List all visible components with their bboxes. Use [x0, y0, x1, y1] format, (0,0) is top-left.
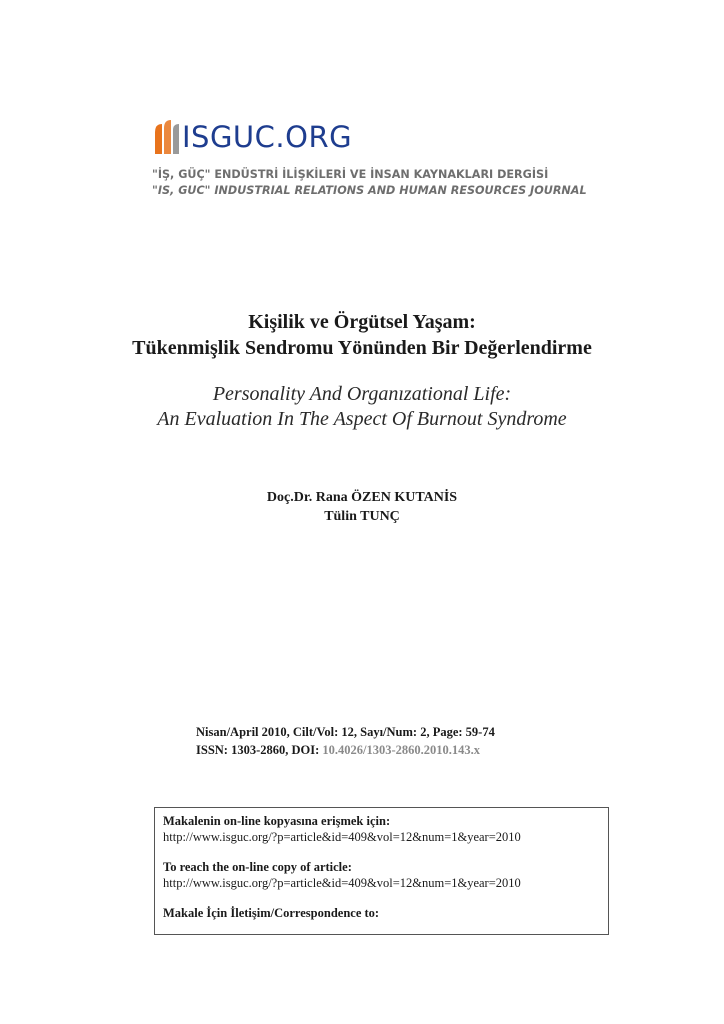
access-label-en: To reach the on-line copy of article: [163, 860, 352, 874]
journal-name-tr: "İŞ, GÜÇ" ENDÜSTRİ İLİŞKİLERİ VE İNSAN KAYNAKLARI DERGİSİ [152, 168, 549, 181]
article-title-tr [0, 309, 724, 361]
citation-info [196, 723, 495, 759]
issn-label: ISSN: 1303-2860, DOI: [196, 743, 323, 757]
title-en-line-2: An Evaluation In The Aspect Of Burnout Syndrome [157, 408, 567, 430]
correspondence-label: Makale İçin İletişim/Correspondence to: [163, 906, 380, 920]
journal-name-en: "IS, GUC" INDUSTRIAL RELATIONS AND HUMAN RESOURCES JOURNAL [152, 184, 587, 197]
online-access-box [154, 807, 609, 935]
title-tr-line-2: Tükenmişlik Sendromu Yönünden Bir Değerlendirme [132, 337, 592, 359]
issn-doi-line [196, 741, 495, 759]
title-en-line-1: Personality And Organızational Life: [212, 383, 512, 405]
doi-link[interactable]: 10.4026/1303-2860.2010.143.x [322, 743, 481, 757]
author-1: Doç.Dr. Rana ÖZEN KUTANİS [266, 490, 458, 505]
citation-line: Nisan/April 2010, Cilt/Vol: 12, Sayı/Num: 2, Page: 59-74 [196, 725, 495, 739]
logo-bars-icon [152, 118, 180, 156]
article-url-en[interactable]: http://www.isguc.org/?p=article&id=409&vol=12&num=1&year=2010 [163, 876, 521, 890]
access-label-tr: Makalenin on-line kopyasına erişmek için: [163, 814, 391, 828]
author-2: Tülin TUNÇ [324, 509, 400, 524]
article-title-en [0, 382, 724, 432]
logo-text: ISGUC.ORG [182, 120, 353, 154]
title-tr-line-1: Kişilik ve Örgütsel Yaşam: [248, 311, 476, 333]
article-url-tr[interactable]: http://www.isguc.org/?p=article&id=409&vol=12&num=1&year=2010 [163, 830, 521, 844]
author-list [0, 488, 724, 526]
